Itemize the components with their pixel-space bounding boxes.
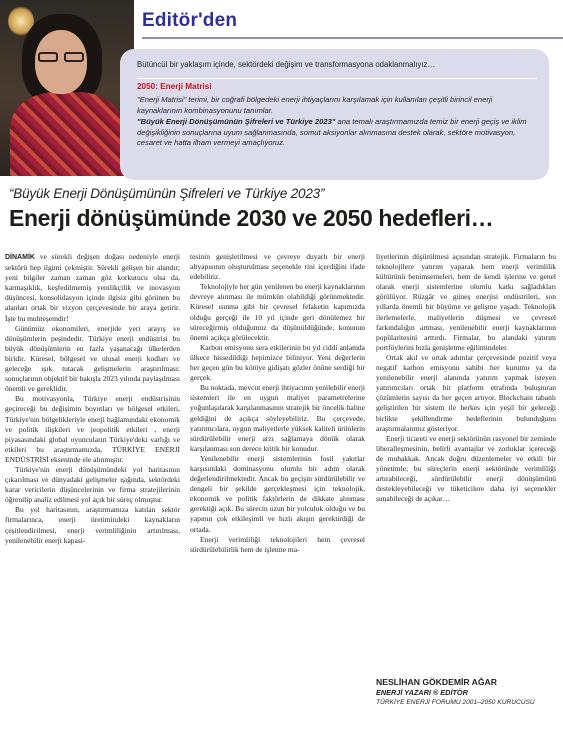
intro-definition: "Enerji Matrisi" terimi, bir coğrafi bölgedeki enerji ihtiyaçlarını karşılamak için kullanılan çeşitli birincil enerji kaynaklarının kombinasyonunu tanımlar. bbox=[137, 95, 493, 115]
author-face bbox=[35, 30, 87, 94]
article-column-2 bbox=[190, 252, 365, 555]
paragraph: Enerji verimliliği teknolojileri hem çevresel sürdürülebilirlik hem de işletme ma- bbox=[190, 534, 365, 554]
paragraph: Karbon emisyonu sera etkilerinin bu yıl ciddi anlamda ülkece hissedildiği hepimizce biliniyor. Yeni değerlerin her geçen gün bu kötüye gidişatı gözler önüne serdiği bir gerçek. bbox=[190, 342, 365, 383]
paragraph-text: ve sürekli değişen doğası nedeniyle enerji sektörü hep ilgimi çekmiştir. Sürekli gelişen bir alandır; yeni bilgiler zaman zaman göz korkutucu olsa da, karmaşıklık, keşfedilmemiş yenilikçilik ve inovasyon düşüncesi, konsolidasyon içinde ilgisiz gibi görünen bu alanları ortak bir vizyon çerçevesinde bir araya getirir. İşte bu muhteşemdir! bbox=[5, 252, 180, 323]
article-column-1 bbox=[5, 252, 180, 546]
author-scarf bbox=[10, 92, 124, 176]
paragraph: Türkiye'nin enerji dönüşümündeki yol haritasının çıkarılması ve dünyadaki gelişmeler ışığında, sektördeki karar vericilerin düşüncelerinin ve firma stratejilerinin öğrenilip analiz edilmesi yol açık bir süreç olmuştur. bbox=[5, 464, 180, 505]
article-column-3 bbox=[376, 252, 556, 504]
paragraph: Bu yol haritasının, araştırmamıza katılan sektör firmalarınca, enerji üretimindeki kaynakların çeşitlendirilmesi, enerji verimliliğinin artırılması, yenilenebilir enerji kapasi- bbox=[5, 505, 180, 545]
intro-research-title: "Büyük Enerji Dönüşümünün Şifreleri ve Türkiye 2023" bbox=[137, 117, 336, 126]
author-organization: TÜRKİYE ENERJİ FORUMU 2001–2050 KURUCUSU bbox=[376, 699, 535, 706]
paragraph: Bu noktada, mevcut enerji ihtiyacının yenilebilir enerji sistemleri ile en uygun maliyet parametrelerine yoğunlaşılarak karşılanmasının stratejik bir öncelik haline geldiğini de açıkça söyleyebiliriz. Bu çerçevede, yatırımcılara, uygun maliyetlerle yüksek kaliteli ürünlerin sürdürülebilir enerji arzı sağlamaya dönük olarak karşılanması son derece kritik bir konudur. bbox=[190, 383, 365, 453]
paragraph bbox=[5, 252, 180, 324]
author-name: NESLİHAN GÖKDEMİR AĞAR bbox=[376, 677, 497, 687]
author-signature bbox=[376, 677, 556, 706]
paragraph: Enerji ticareti ve enerji sektörünün rasyonel bir zeminde liberalleşmesinin, belirli avantajlar ve zorluklar içereceği de muhakkak. Ancak doğru düzenlemeler ve etkili bir yönetimle; bu süreçlerin enerji sektöründe verimliliği artırabileceği, sürdürülebilir enerji dönüşümünü destekleyebileceği ve tüketicilere daha iyi seçenekler sunabileceği de açıkar… bbox=[376, 433, 556, 504]
section-title: Editör'den bbox=[142, 10, 238, 31]
paragraph: Günümüz ekonomileri, enerjide yeri arayış ve dönüşümlerin peşindedir. Türkiye enerji endüstrisi bu büyük dönüşümlerin en fazla yaşanacağı ülkelerden biridir. Küresel, bölgesel ve ulusal enerji kodları ve geleceğe ışık tutacak gelişmelerin araştırılması; sonuçlarının objektif bir bakışla 2023 yılında paylaşılması önemli ve gereklidir. bbox=[5, 323, 180, 394]
intro-aim bbox=[137, 117, 532, 149]
article-title: Enerji dönüşümünde 2030 ve 2050 hedefleri… bbox=[9, 205, 494, 231]
intro-divider bbox=[137, 78, 537, 79]
intro-subtitle: 2050: Enerji Matrisi bbox=[137, 82, 212, 91]
author-photo bbox=[0, 0, 134, 176]
intro-lead: Bütüncül bir yaklaşım içinde, sektördeki değişim ve transformasyona odaklanmalıyız… bbox=[137, 60, 436, 69]
dropcap-word: DİNAMİK bbox=[5, 254, 35, 261]
paragraph: Yenilenebilir enerji sistemlerinin fosil yakıtlar karşısındaki dominasyonu olumlu bir adım olarak değerlendirilmektedir. Ancak bu geçişin sürdürülebilir ve dengeli bir şekilde gerçekleşmesi için teknolojik, ekonomik ve politik faktörlerin de dikkate alınması gerektiği açık. Bu sürecin uzun bir yolculuk olduğu ve bu yapının çok etkileşimli ve hızlı akışın gerektirdiği de ortada. bbox=[190, 453, 365, 534]
article-subtitle: “Büyük Enerji Dönüşümünün Şifreleri ve Türkiye 2023” bbox=[9, 186, 325, 201]
intro-box bbox=[120, 49, 549, 180]
paragraph: Teknolojiyle her gün yenilenen bu enerji kaynaklarının devreye alınması ile mümkün olabildiği görünmektedir. Küresel ısınma gibi bir çevresel felaketin kapımızda olduğu gerçeği ile 10 yıl içinde geri dönülemez bir süreceğirmiş olduğumuz da düşünüldüğünde, konunun önemi açıkça görülecektir. bbox=[190, 282, 365, 342]
glasses-icon bbox=[36, 52, 86, 62]
intro-aim-text: ana temalı araştırmamızda temiz bir enerji geçiş ve iklim değişikliğinin sonuçlarına uyum sağlanmasında, somut aksiyonlar alınmasına destek olarak, sektöre motivasyon, cesaret ve hatta ilham vermeyi amaçlıyoruz. bbox=[137, 117, 527, 148]
author-role: ENERJİ YAZARI ® EDİTÖR bbox=[376, 688, 468, 697]
paragraph: Ortak akıl ve ortak adımlar çerçevesinde pozitif veya negatif karbon emisyonu sahibi her kurumu ya da yenilenebilir enerji alanında yatırım yapmak isteyen yatırımcıları ortak bir platform etrafında buluşturan çözümlerin sayısı da her geçen artıyor. Blockchain tabanlı geliştirilen bir sistem ile herkes için yeşil bir geleceği birlikte şekillendirme hedeflerinin bulunduğunu araştırmalarımız gösteriyor. bbox=[376, 352, 556, 433]
header-rule bbox=[142, 37, 563, 39]
paragraph: Bu motivasyonla, Türkiye enerji endüstrisinin geçireceği bu değişimin boyutları ve bölgesel etkileri, Türkiye'nin bölgelikleriyle enerji bağlamındaki ekonomik ve politik ilişkileri ve jeopolitik etkileri , enerji piyasasındaki global oyuncuların Türkiye'deki varlığı ve etkileri bu araştırmamızda, TÜRKİYE ENERJİ ENDÜSTRİSİ ekseninde ele alınmıştır. bbox=[5, 394, 180, 464]
paragraph: liyetlerinin düşürülmesi açısından stratejik. Firmaların bu teknolojilere yatırım yaparak hem enerji verimlilik kültürünü benimsemeleri, hem de kendi işlerine ve genel olarak enerji sistemlerine olumlu katkı sağladıkları görülüyor. Rüzgâr ve güneş enerjisi endüstrileri, son yıllarda önemli bir büyüme ve gelişme yaşadı. Teknolojik ilerlemelerle, maliyetlerin düşmesi ve çevresel farkındalığın artması, yenilenebilir enerji kaynaklarının popülaritesini arttırdı. Firmalar, bu alandaki yatırım portföylerini hızla genişletme eğilimindeler. bbox=[376, 252, 556, 352]
paragraph: tesinin genişletilmesi ve çevreye duyarlı bir enerji altyapısının oluşturulması seçenekle rini içerdiğini ifade edebiliriz. bbox=[190, 252, 365, 282]
